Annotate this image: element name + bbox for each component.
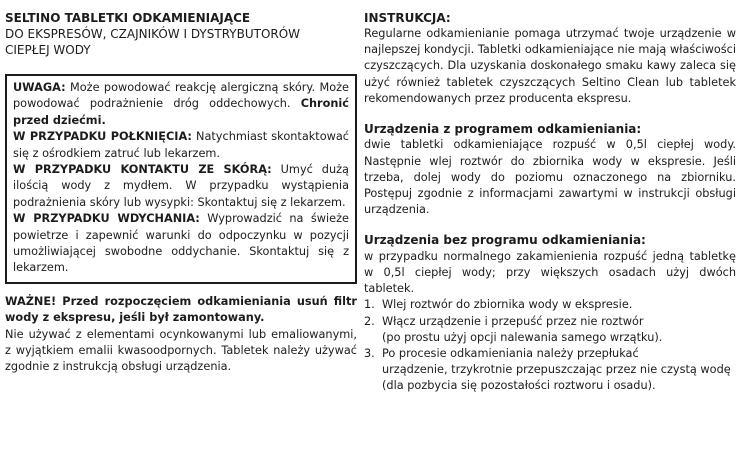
step-number: 1.	[364, 298, 375, 312]
steps-list	[364, 297, 736, 394]
step-number: 2.	[364, 314, 375, 328]
section-without-program-text: w przypadku normalnego zakamienienia rozpuść jedną tabletkę w 0,5l ciepłej wody; przy większych osadach użyj dwóch tabletek.	[364, 249, 736, 296]
hazard-warning-label: UWAGA:	[13, 81, 66, 94]
important-heading: WAŻNE! Przed rozpoczęciem odkamieniania usuń filtr wody z ekspresu, jeśli był zamontowany.	[5, 294, 357, 325]
left-column	[5, 10, 357, 375]
section-without-program-heading: Urządzenia bez programu odkamieniania:	[364, 233, 646, 248]
section-with-program	[364, 121, 736, 218]
skin-contact-label: W PRZYPADKU KONTAKTU ZE SKÓRĄ:	[13, 163, 272, 177]
section-with-program-text: dwie tabletki odkamieniające rozpuść w 0,5l ciepłej wody. Następnie wlej roztwór do zbiornika wody w ekspresie. Jeśli trzeba, dolej wody do poziomu oznaczonego na zbiorniku. Postępuj zgodnie z informacjami zawartymi w instrukcji obsługi urządzenia.	[364, 138, 736, 217]
skin-contact-text: Umyć dużą ilością wody z mydłem. W przypadku wystąpienia podrażnienia skóry lub wysypki: Skontaktuj się z lekarzem.	[13, 163, 349, 209]
step-text: Wlej roztwór do zbiornika wody w ekspresie.	[382, 298, 633, 312]
skin-contact	[13, 162, 349, 211]
hazard-box	[5, 74, 357, 284]
important-text: Nie używać z elementami ocynkowanymi lub emaliowanymi, z wyjątkiem emalii kwasoodpornych. Tabletek należy używać zgodnie z instrukcją obsługi urządzenia.	[5, 327, 357, 374]
step-text: Włącz urządzenie i przepuść przez nie roztwór	[382, 314, 644, 328]
step-text-continued: (po prostu użyj opcji nalewania samego wrzątku).	[382, 330, 663, 344]
step-text-continued: urządzenie, trzykrotnie przepuszczając przez nie czystą wodę (dla pozbycia się pozostałości roztworu i osadu).	[382, 363, 731, 393]
if-inhaled-label: W PRZYPADKU WDYCHANIA:	[13, 212, 200, 226]
right-column	[364, 10, 736, 395]
product-subtitle-line2: CIEPŁEJ WODY	[5, 43, 91, 57]
section-without-program	[364, 232, 736, 394]
hazard-warning-text: Może powodować reakcję alergiczną skóry. Może powodować podrażnienie dróg oddechowych.	[13, 81, 349, 111]
if-inhaled-text: Wyprowadzić na świeże powietrze i zapewnić warunki do odpoczynku w pozycji umożliwiającej swobodne oddychanie. Skontaktuj się z lekarzem.	[13, 212, 349, 275]
if-inhaled	[13, 211, 349, 277]
instructions-intro: Regularne odkamienianie pomaga utrzymać twoje urządzenie w najlepszej kondycji. Tabletki odkamieniające nie mają właściwości czyszczących. Dla uzyskania doskonałego smaku kawy zaleca się użyć również tabletek czyszczących Seltino Clean lub tabletek rekomendowanych przez producenta ekspresu.	[364, 27, 736, 105]
if-swallowed-text: Natychmiast skontaktować się z ośrodkiem zatruć lub lekarzem.	[13, 130, 349, 160]
section-with-program-heading: Urządzenia z programem odkamieniania:	[364, 122, 642, 137]
step-text: Po procesie odkamieniania należy przepłukać	[382, 347, 639, 361]
if-swallowed	[13, 129, 349, 162]
list-item	[364, 346, 736, 395]
instructions-title: INSTRUKCJA:	[364, 11, 451, 25]
if-swallowed-label: W PRZYPADKU POŁKNIĘCIA:	[13, 130, 192, 144]
product-subtitle-line1: DO EKSPRESÓW, CZAJNIKÓW I DYSTRYBUTORÓW	[5, 27, 301, 41]
important-warning	[5, 294, 357, 375]
list-item	[364, 314, 736, 346]
list-item	[364, 297, 736, 313]
hazard-warning	[13, 80, 349, 129]
product-title: SELTINO TABLETKI ODKAMIENIAJĄCE	[5, 11, 251, 25]
step-number: 3.	[364, 347, 375, 361]
keep-away-children: Chronić przed dziećmi.	[13, 97, 349, 127]
